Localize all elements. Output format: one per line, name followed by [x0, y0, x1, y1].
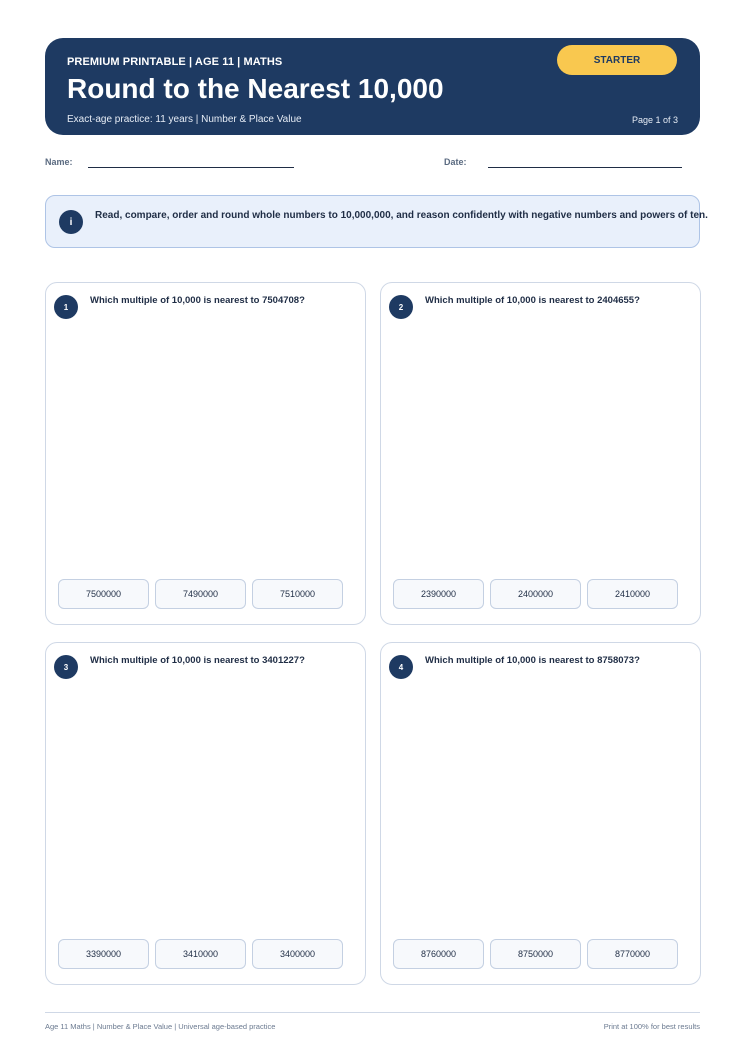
- answer-option[interactable]: 3390000: [58, 939, 149, 969]
- answer-option[interactable]: 3400000: [252, 939, 343, 969]
- name-label: Name:: [45, 157, 73, 167]
- question-text: Which multiple of 10,000 is nearest to 3401227?: [90, 655, 305, 666]
- date-label: Date:: [444, 157, 467, 167]
- header-kicker: PREMIUM PRINTABLE | AGE 11 | MATHS: [67, 56, 283, 68]
- question-card-2: [380, 282, 701, 625]
- question-text: Which multiple of 10,000 is nearest to 7504708?: [90, 295, 305, 306]
- question-card-3: [45, 642, 366, 985]
- answer-option[interactable]: 8750000: [490, 939, 581, 969]
- answer-choices: [58, 579, 343, 609]
- question-text: Which multiple of 10,000 is nearest to 8758073?: [425, 655, 640, 666]
- answer-choices: [393, 579, 678, 609]
- page-number: Page 1 of 3: [631, 115, 678, 125]
- objective-callout: [45, 195, 708, 248]
- header-subtitle: Exact-age practice: 11 years | Number & Place Value: [67, 114, 302, 125]
- question-card-4: [380, 642, 701, 985]
- answer-option[interactable]: 7500000: [58, 579, 149, 609]
- answer-option[interactable]: 2400000: [490, 579, 581, 609]
- question-number-badge: 2: [389, 295, 413, 319]
- question-number-badge: 3: [54, 655, 78, 679]
- answer-choices: [393, 939, 678, 969]
- worksheet-header: [45, 38, 700, 135]
- answer-option[interactable]: 3410000: [155, 939, 246, 969]
- level-badge: STARTER: [557, 45, 677, 75]
- answer-option[interactable]: 7490000: [155, 579, 246, 609]
- date-field-line[interactable]: [488, 167, 682, 168]
- answer-option[interactable]: 8760000: [393, 939, 484, 969]
- footer-right-text: Print at 100% for best results: [603, 1022, 700, 1031]
- answer-option[interactable]: 2390000: [393, 579, 484, 609]
- footer-left-text: Age 11 Maths | Number & Place Value | Universal age-based practice: [45, 1022, 276, 1031]
- objective-text: Read, compare, order and round whole numbers to 10,000,000, and reason confidently with negative numbers and powers of ten.: [95, 210, 708, 221]
- question-number-badge: 4: [389, 655, 413, 679]
- question-card-1: [45, 282, 366, 625]
- answer-option[interactable]: 2410000: [587, 579, 678, 609]
- question-text: Which multiple of 10,000 is nearest to 2404655?: [425, 295, 640, 306]
- answer-option[interactable]: 7510000: [252, 579, 343, 609]
- answer-choices: [58, 939, 343, 969]
- question-number-badge: 1: [54, 295, 78, 319]
- info-icon: i: [59, 210, 83, 234]
- answer-option[interactable]: 8770000: [587, 939, 678, 969]
- page-title: Round to the Nearest 10,000: [67, 73, 444, 104]
- name-field-line[interactable]: [88, 167, 294, 168]
- footer-divider: [45, 1012, 700, 1013]
